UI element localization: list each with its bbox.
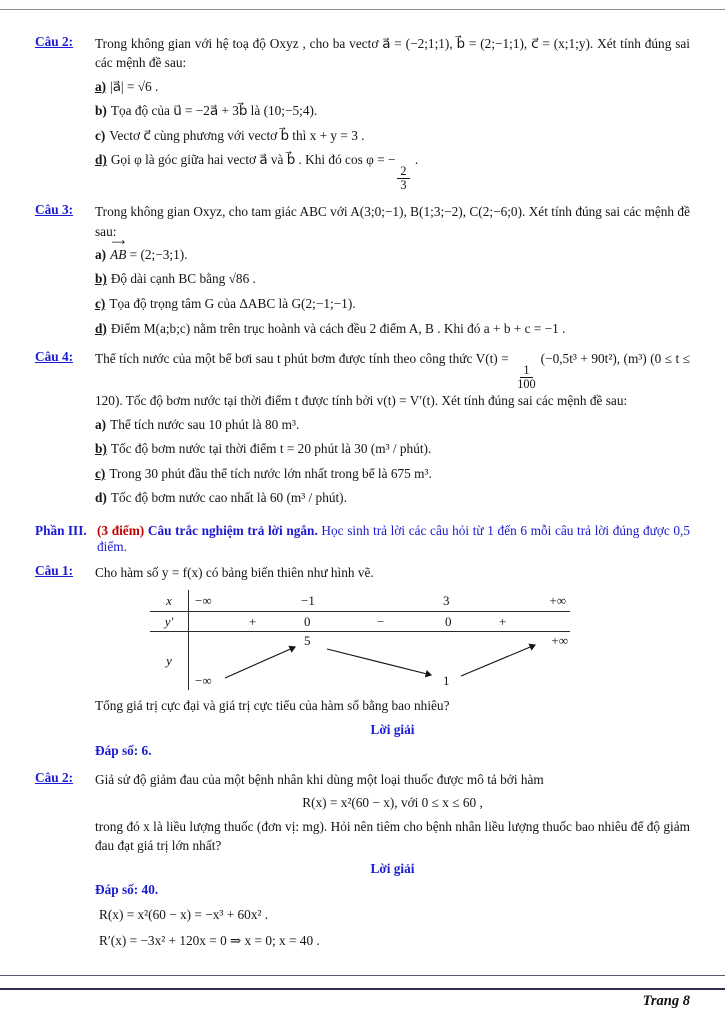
p3-question-1 [35,563,690,764]
question-2-intro: Trong không gian với hệ toạ độ Oxyz , cho ba vectơ a⃗ = (−2;1;1), b⃗ = (2;−1;1), c⃗ = (x;1;y). Xét tính đúng sai các mệnh đề sau: [95,36,690,71]
answer-1: Đáp số: 6. [95,742,152,758]
answer-2: Đáp số: 40. [95,882,159,898]
p3-question-2 [35,770,690,957]
page-number: Trang 8 [642,993,690,1009]
section-3-points: (3 điểm) [97,523,145,538]
fraction-denominator: 100 [517,377,536,392]
statement-3d-text: Điểm M(a;b;c) nằm trên trục hoành và cách đều 2 điểm A, B . Khi đó a + b + c = −1 . [110,320,566,336]
variation-table [150,590,570,690]
fraction-numerator: 1 [520,364,532,378]
question-3-label: Câu 3: [35,202,74,218]
question-2-label: Câu 2: [35,34,74,49]
statement-4b-text: Tốc độ bơm nước tại thời điểm t = 20 phút là 30 (m³ / phút). [110,441,432,457]
bbt-y-right: +∞ [551,633,568,649]
fraction-numerator: 2 [397,165,409,179]
fraction [397,165,409,193]
page-content [35,34,690,963]
section-3-title: Câu trắc nghiệm trả lời ngắn. [147,523,318,538]
solution-line-1: R(x) = x²(60 − x) = −x³ + 60x² . [99,906,269,922]
bbt-x-row [150,590,570,612]
bbt-x-value: −∞ [195,592,212,608]
vector-AB: ⟶ AB [110,245,126,266]
question-4-intro-post: (−0,5t³ + 90t²), (m³) (0 ≤ t ≤ 120). Tốc độ bơm nước tại thời điểm t được tính bởi v(t) = V′(t). Xét tính đúng sai các mệnh đề sau: [95,351,690,409]
statement-2d [95,150,690,192]
statement-2c-marker: c) [95,127,106,143]
bbt-sign: 0 [445,613,452,629]
solution-header: Lời giải [370,861,415,877]
bbt-y-max: 5 [304,633,311,649]
statement-2a [95,77,690,98]
statement-3b-text: Độ dài cạnh BC bằng √86 . [110,271,256,287]
page-footer [0,975,725,1010]
statement-2c [95,126,690,147]
statement-4d-text: Tốc độ bơm nước cao nhất là 60 (m³ / phút). [110,490,347,506]
bbt-y-row [150,632,570,690]
statement-2d-marker: d) [95,152,107,168]
bbt-sign: 0 [304,613,311,629]
p3-question-2-line2: trong đó x là liều lượng thuốc (đơn vị: mg). Hỏi nên tiêm cho bệnh nhân liều lượng thuốc bao nhiêu để độ giảm đau đạt giá trị lớn nhất? [95,818,690,853]
bbt-y-label: y [150,632,189,690]
p3-question-2-body [95,770,690,957]
statement-2d-tail: . [411,152,419,168]
statement-2c-text: Vectơ c⃗ cùng phương với vectơ b⃗ thì x + y = 3 . [109,127,365,143]
statement-2b-text: Tọa độ của u⃗ = −2a⃗ + 3b⃗ là (10;−5;4). [110,103,318,119]
statement-3a [95,245,690,266]
bbt-x-values [189,590,570,611]
statement-4d [95,488,690,509]
question-4-label: Câu 4: [35,349,74,365]
p3-question-2-line1: Giả sử độ giảm đau của một bệnh nhân khi dùng một loại thuốc được mô tả bởi hàm [95,772,544,788]
trend-arrow-up-1 [225,647,295,678]
question-4-intro-pre: Thể tích nước của một bể bơi sau t phút bơm được tính theo công thức V(t) = [95,351,513,367]
solution-line-2: R′(x) = −3x² + 120x = 0 ⇒ x = 0; x = 40 . [99,933,320,949]
statement-4c-marker: c) [95,465,106,481]
bbt-x-value: −1 [301,592,315,608]
statement-4a-marker: a) [95,416,107,432]
solution-header: Lời giải [370,721,415,737]
bbt-x-value: +∞ [549,592,566,608]
statement-3c-marker: c) [95,296,106,312]
statement-2a-text: |a⃗| = √6 . [110,78,159,94]
statement-3b [95,269,690,290]
question-2 [35,34,690,196]
p3-question-1-label: Câu 1: [35,563,74,578]
p3-question-1-body [95,563,690,764]
question-3-body [95,202,690,343]
p3-question-1-question: Tổng giá trị cực đại và giá trị cực tiểu của hàm số bằng bao nhiêu? [95,698,450,714]
bbt-y-values [189,632,570,690]
bbt-yprime-values [189,612,570,631]
p3-question-1-intro: Cho hàm số y = f(x) có bảng biến thiên như hình vẽ. [95,565,374,580]
statement-2a-marker: a) [95,78,107,94]
trend-arrows [189,632,571,690]
bbt-sign: + [499,613,507,629]
bbt-x-label: x [150,590,189,611]
statement-3d-marker: d) [95,320,107,336]
question-4-body [95,349,690,513]
statement-3c [95,294,690,315]
question-4-intro [95,349,690,410]
statement-2b [95,101,690,122]
trend-arrow-up-2 [461,645,535,676]
bbt-yprime-row [150,612,570,632]
statement-4c [95,464,690,485]
statement-4c-text: Trong 30 phút đầu thể tích nước lớn nhất trong bể là 675 m³. [109,465,432,481]
p3-question-2-formula: R(x) = x²(60 − x), với 0 ≤ x ≤ 60 , [302,795,483,811]
question-2-body [95,34,690,196]
question-4 [35,349,690,513]
statement-3b-marker: b) [95,271,107,287]
statement-3a-text: = (2;−3;1). [126,246,188,262]
bbt-y-min: 1 [443,673,450,689]
section-3-label: Phần III. [35,523,87,538]
statement-3d [95,319,690,340]
statement-4d-marker: d) [95,490,107,506]
statement-3c-text: Tọa độ trọng tâm G của ΔABC là G(2;−1;−1). [109,296,356,312]
footer-rule-thin [0,975,725,976]
statement-4b-marker: b) [95,441,107,457]
statement-2b-marker: b) [95,103,107,119]
fraction [514,364,538,392]
statement-3a-marker: a) [95,246,107,262]
p3-question-2-label: Câu 2: [35,770,74,786]
top-rule [0,9,725,10]
bbt-yprime-label: y′ [150,612,189,631]
statement-2d-text: Gọi φ là góc giữa hai vectơ a⃗ và b⃗ . Khi đó cos φ = − [110,152,396,168]
question-3 [35,202,690,343]
section-3-text [97,523,690,555]
section-3-desc: Học sinh trả lời các câu hỏi từ 1 đến 6 mỗi câu trả lời đúng được 0,5 điểm. [97,523,691,554]
trend-arrow-down [327,649,431,675]
statement-4b [95,439,690,460]
statement-4a-text: Thể tích nước sau 10 phút là 80 m³. [110,416,300,432]
section-3-heading [35,523,690,555]
bbt-y-left: −∞ [195,673,212,689]
fraction-denominator: 3 [400,178,407,193]
statement-4a [95,415,690,436]
bbt-x-value: 3 [443,592,450,608]
bbt-sign: + [249,613,257,629]
question-3-intro: Trong không gian Oxyz, cho tam giác ABC với A(3;0;−1), B(1;3;−2), C(2;−6;0). Xét tính đúng sai các mệnh đề sau: [95,204,690,239]
bbt-sign: − [377,613,385,629]
